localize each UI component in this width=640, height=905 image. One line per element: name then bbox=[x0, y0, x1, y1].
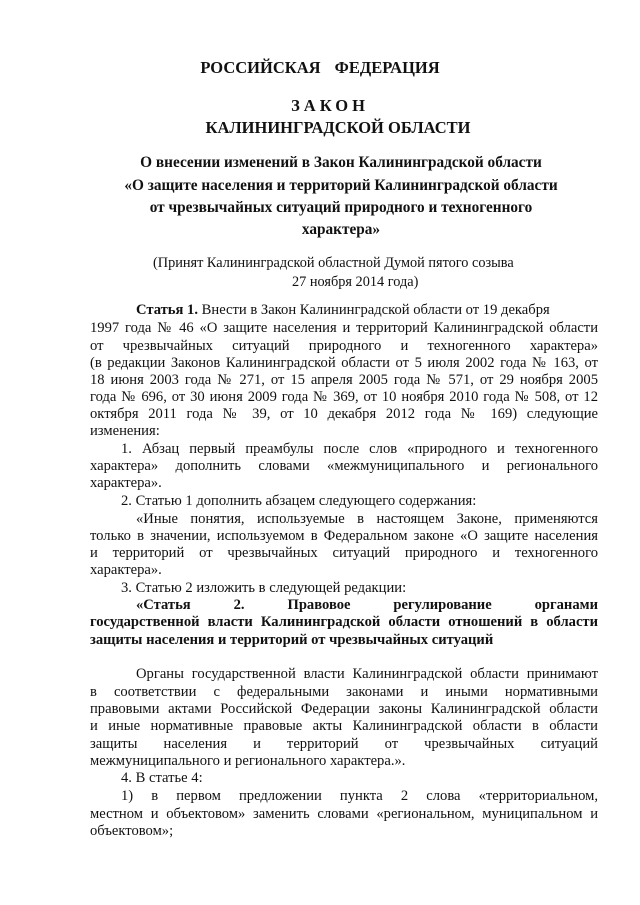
article-1-first-line bbox=[136, 302, 598, 319]
article-2-text-line: и иные нормативные правовые акты Калининградской области в области bbox=[90, 718, 598, 734]
law-title-line-1: О внесении изменений в Закон Калининградской области bbox=[140, 154, 542, 171]
article-1-text: Внести в Закон Калининградской области от 19 декабря bbox=[201, 302, 550, 318]
item-1-line: характера» дополнить словами «межмуниципального и регионального bbox=[90, 458, 598, 474]
article-2-text-line: Органы государственной власти Калининградской области принимают bbox=[136, 666, 598, 682]
article-1-line: изменения: bbox=[90, 423, 160, 439]
article-2-heading-line: «Статья 2. Правовое регулирование органами bbox=[136, 597, 598, 613]
region-heading: КАЛИНИНГРАДСКОЙ ОБЛАСТИ bbox=[205, 118, 471, 137]
article-2-text-line: в соответствии с федеральными законами и иными нормативными bbox=[90, 684, 598, 700]
article-1-label: Статья 1. bbox=[136, 302, 198, 318]
article-1-line: от чрезвычайных ситуаций природного и техногенного характера» bbox=[90, 338, 598, 354]
subitem-1-line: объектовом»; bbox=[90, 823, 174, 839]
item-4-line: 4. В статье 4: bbox=[121, 770, 203, 786]
article-1-line: (в редакции Законов Калининградской области от 5 июля 2002 года № 163, от bbox=[90, 355, 598, 371]
country-heading: РОССИЙСКАЯ ФЕДЕРАЦИЯ bbox=[200, 58, 440, 77]
law-title-line-4: характера» bbox=[301, 221, 381, 238]
quote-1-line: «Иные понятия, используемые в настоящем Законе, применяются bbox=[136, 511, 598, 527]
quote-1-line: только в значении, используемом в Федеральном законе «О защите населения bbox=[90, 528, 598, 544]
article-1-line: года № 696, от 30 июня 2009 года № 369, от 10 ноября 2010 года № 508, от 12 bbox=[90, 389, 598, 405]
article-2-text-line: правовыми актами Российской Федерации законы Калининградской области bbox=[90, 701, 598, 717]
law-title-line-3: от чрезвычайных ситуаций природного и техногенного bbox=[149, 199, 533, 216]
article-1-line: 1997 года № 46 «О защите населения и территорий Калининградской области bbox=[90, 320, 598, 336]
adoption-note-line-2: 27 ноября 2014 года) bbox=[292, 274, 419, 290]
law-title-line-2: «О защите населения и территорий Калининградской области bbox=[124, 177, 558, 194]
quote-1-line: и территорий от чрезвычайных ситуаций природного и техногенного bbox=[90, 545, 598, 561]
quote-1-line: характера». bbox=[90, 562, 162, 578]
subitem-1-line: 1) в первом предложении пункта 2 слова «территориальном, bbox=[121, 788, 598, 804]
article-2-text-line: защиты населения и территорий от чрезвычайных ситуаций bbox=[90, 736, 598, 752]
item-1-line: характера». bbox=[90, 475, 162, 491]
article-2-text-line: межмуниципального и регионального характера.». bbox=[90, 753, 406, 769]
article-2-heading-line: государственной власти Калининградской области отношений в области bbox=[90, 614, 598, 630]
item-1-line: 1. Абзац первый преамбулы после слов «природного и техногенного bbox=[121, 441, 598, 457]
article-2-heading-line: защиты населения и территорий от чрезвычайных ситуаций bbox=[90, 632, 494, 648]
adoption-note-line-1: (Принят Калининградской областной Думой пятого созыва bbox=[153, 255, 514, 271]
article-1-line: октября 2011 года № 39, от 10 декабря 2012 года № 169) следующие bbox=[90, 406, 598, 422]
subitem-1-line: местном и объектовом» заменить словами «региональном, муниципальном и bbox=[90, 806, 598, 822]
doc-type-heading: ЗАКОН bbox=[291, 96, 369, 115]
item-2-line: 2. Статью 1 дополнить абзацем следующего содержания: bbox=[121, 493, 477, 509]
article-1-line: 18 июня 2003 года № 271, от 15 апреля 2005 года № 571, от 29 ноября 2005 bbox=[90, 372, 598, 388]
item-3-line: 3. Статью 2 изложить в следующей редакции: bbox=[121, 580, 407, 596]
